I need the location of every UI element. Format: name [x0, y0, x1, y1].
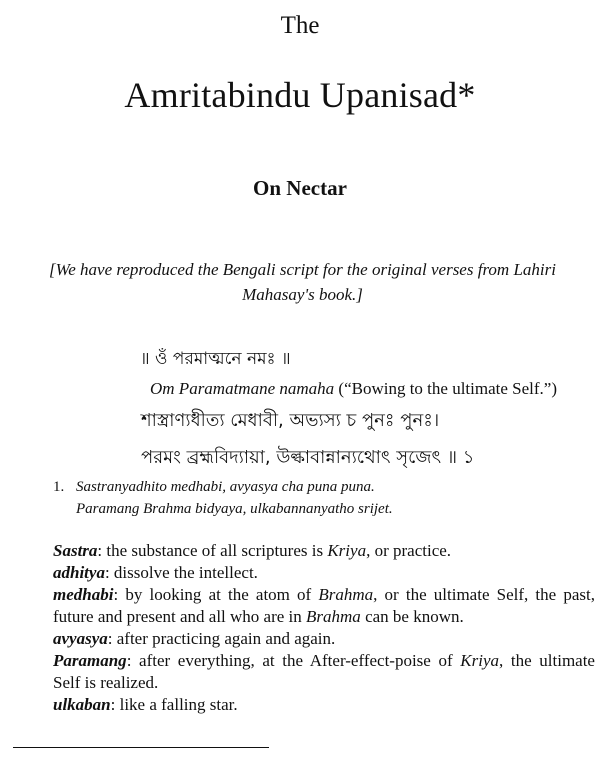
glossary-term: Paramang: [53, 651, 127, 670]
glossary-term: medhabi: [53, 585, 114, 604]
glossary-term: Sastra: [53, 541, 98, 560]
page-subtitle: On Nectar: [253, 176, 347, 200]
glossary-entry: [53, 584, 595, 628]
verse1-transliteration: [53, 476, 393, 520]
glossary-entry: [53, 650, 595, 694]
verse1-line2: Paramang Brahma bidyaya, ulkabannanyatho srijet.: [76, 501, 393, 517]
glossary-text: : after everything, at the After-effect-poise of: [126, 651, 461, 670]
glossary-emphasis: Kriya: [460, 651, 499, 670]
invocation-bengali: ॥ ওঁ পরমাত্মনে নমঃ ॥: [140, 349, 291, 369]
glossary-text: : dissolve the intellect.: [104, 563, 258, 582]
glossary-text: , or the ultimate Self, the past, future and present and all who are in: [53, 585, 595, 626]
verse1-bengali-line1: শাস্ত্রাণ্যধীত্য মেধাবী, অভ্যস্য চ পুনঃ পুনঃ।: [141, 410, 440, 431]
glossary-entry: [53, 540, 595, 562]
glossary-entry: [53, 628, 595, 650]
verse1-bengali-line2: পরমং ব্রহ্মবিদ্যায়া, উল্কাবান্নান্যথোৎ সৃজেৎ ॥ ১: [141, 447, 475, 468]
glossary-entry: [53, 562, 595, 584]
glossary-text: , the ultimate Self is realized.: [53, 651, 595, 692]
heading-the: The: [280, 12, 320, 39]
verse1-line1-text: Sastranyadhito medhabi, avyasya cha puna puna.: [76, 479, 375, 495]
glossary-term: ulkaban: [53, 695, 111, 714]
glossary-emphasis: Brahma: [318, 585, 374, 604]
verse1-line1: [53, 476, 393, 498]
invocation-transliteration: [150, 379, 557, 399]
glossary-text: can be known.: [360, 607, 464, 626]
editorial-note: [We have reproduced the Bengali script for the original verses from Lahiri Mahasay's book.]: [49, 260, 556, 304]
verse-number: 1.: [53, 479, 65, 495]
glossary-emphasis: Brahma: [306, 607, 361, 626]
glossary: [53, 540, 595, 716]
glossary-text: : like a falling star.: [110, 695, 238, 714]
glossary-text: : by looking at the atom of: [113, 585, 319, 604]
glossary-term: avyasya: [53, 629, 108, 648]
glossary-entry: [53, 694, 595, 716]
glossary-text: : after practicing again and again.: [107, 629, 336, 648]
glossary-text: , or practice.: [366, 541, 452, 560]
footnote-rule: [13, 747, 269, 748]
glossary-emphasis: Kriya: [327, 541, 367, 560]
invocation-translation: (“Bowing to the ultimate Self.”): [334, 379, 557, 398]
invocation-italic: Om Paramatmane namaha: [150, 379, 335, 398]
page-title: Amritabindu Upanisad*: [124, 75, 476, 115]
glossary-term: adhitya: [53, 563, 105, 582]
glossary-text: : the substance of all scriptures is: [97, 541, 328, 560]
